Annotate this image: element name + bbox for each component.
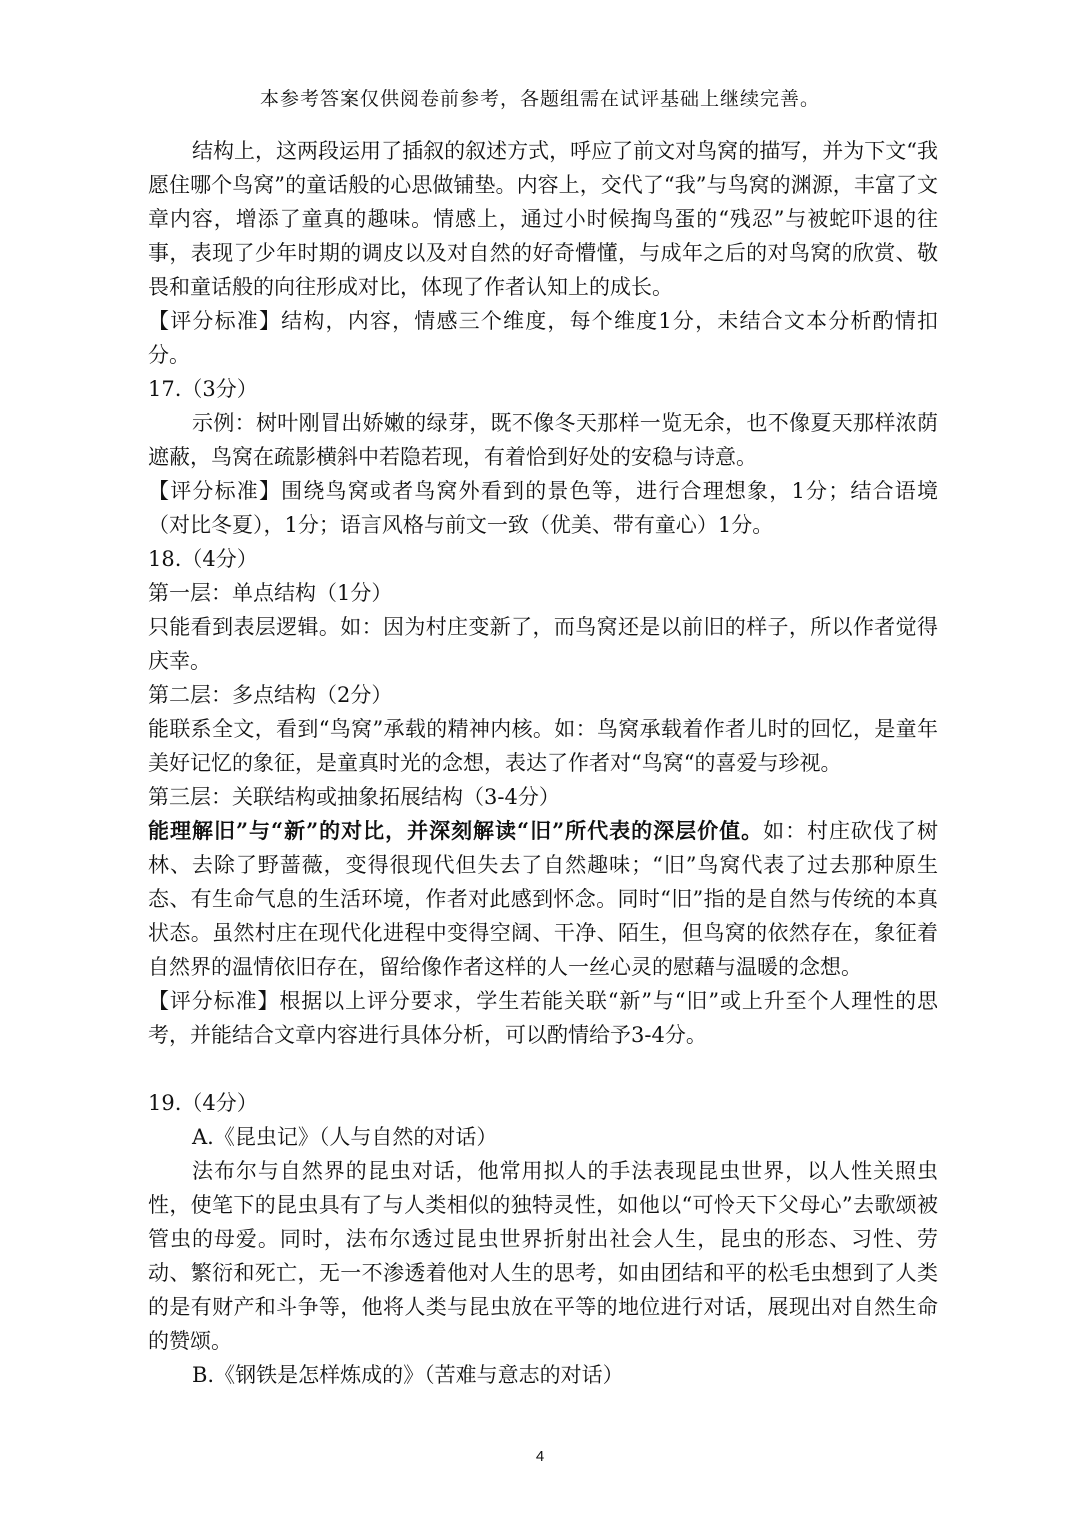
q18-level3-bold: 能理解旧”与“新”的对比，并深刻解读“旧”所代表的深层价值。 [148,818,764,843]
question-19-answer [148,1086,938,1392]
page-number: 4 [535,1448,545,1465]
q18-level3-paragraph [148,814,938,984]
q17-heading: 17.（3分） [148,377,258,401]
q19-option-b-title: B.《钢铁是怎样炼成的》（苦难与意志的对话） [192,1363,624,1387]
q18-level2-title: 第二层：多点结构（2分） [148,683,393,707]
q18-level1-title: 第一层：单点结构（1分） [148,581,393,605]
answer-content [148,134,938,1392]
q18-heading: 18.（4分） [148,547,258,571]
q17-scoring: 【评分标准】围绕鸟窝或者鸟窝外看到的景色等，进行合理想象，1分；结合语境（对比冬夏），1分；语言风格与前文一致（优美、带有童心）1分。 [148,479,938,537]
q18-scoring: 【评分标准】根据以上评分要求，学生若能关联“新”与“旧”或上升至个人理性的思考，并能结合文章内容进行具体分析，可以酌情给予3-4分。 [148,989,938,1047]
q18-level3-title: 第三层：关联结构或抽象拓展结构（3-4分） [148,785,560,809]
section-spacer [148,1052,938,1086]
question-16-answer [148,134,938,372]
q18-level3-text: 如：村庄砍伐了树林、去除了野蔷薇，变得很现代但失去了自然趣味；“旧”鸟窝代表了过去那种原生态、有生命气息的生活环境，作者对此感到怀念。同时“旧”指的是自然与传统的本真状态。虽然村庄在现代化进程中变得空阔、干净、陌生，但鸟窝的依然存在，象征着自然界的温情依旧存在，留给像作者这样的人一丝心灵的慰藉与温暖的念想。 [148,819,939,979]
q19-option-a-text: 法布尔与自然界的昆虫对话，他常用拟人的手法表现昆虫世界，以人性关照虫性，使笔下的昆虫具有了与人类相似的独特灵性，如他以“可怜天下父母心”去歌颂被管虫的母爱。同时，法布尔透过昆虫世界折射出社会人生，昆虫的形态、习性、劳动、繁衍和死亡，无一不渗透着他对人生的思考，如由团结和平的松毛虫想到了人类的是有财产和斗争等，他将人类与昆虫放在平等的地位进行对话，展现出对自然生命的赞颂。 [148,1159,938,1353]
q18-level2-text: 能联系全文，看到“鸟窝”承载的精神内核。如：鸟窝承载着作者儿时的回忆，是童年美好记忆的象征，是童真时光的念想，表达了作者对“鸟窝“的喜爱与珍视。 [148,717,938,775]
q16-analysis: 结构上，这两段运用了插叙的叙述方式，呼应了前文对鸟窝的描写，并为下文“我愿住哪个鸟窝”的童话般的心思做铺垫。内容上，交代了“我”与鸟窝的渊源，丰富了文章内容，增添了童真的趣味。情感上，通过小时候掏鸟蛋的“残忍”与被蛇吓退的往事，表现了少年时期的调皮以及对自然的好奇懵懂，与成年之后的对鸟窝的欣赏、敬畏和童话般的向往形成对比，体现了作者认知上的成长。 [148,139,938,299]
question-17-answer [148,372,938,542]
header-note: 本参考答案仅供阅卷前参考，各题组需在试评基础上继续完善。 [259,88,820,110]
q17-example: 示例：树叶刚冒出娇嫩的绿芽，既不像冬天那样一览无余，也不像夏天那样浓荫遮蔽，鸟窝在疏影横斜中若隐若现，有着恰到好处的安稳与诗意。 [148,411,938,469]
question-18-answer [148,542,938,1052]
q19-option-a-title: A.《昆虫记》（人与自然的对话） [192,1125,498,1149]
q16-scoring: 【评分标准】结构，内容，情感三个维度，每个维度1分，未结合文本分析酌情扣分。 [148,309,938,367]
q18-level1-text: 只能看到表层逻辑。如：因为村庄变新了，而鸟窝还是以前旧的样子，所以作者觉得庆幸。 [148,615,938,673]
q19-heading: 19.（4分） [148,1091,258,1115]
